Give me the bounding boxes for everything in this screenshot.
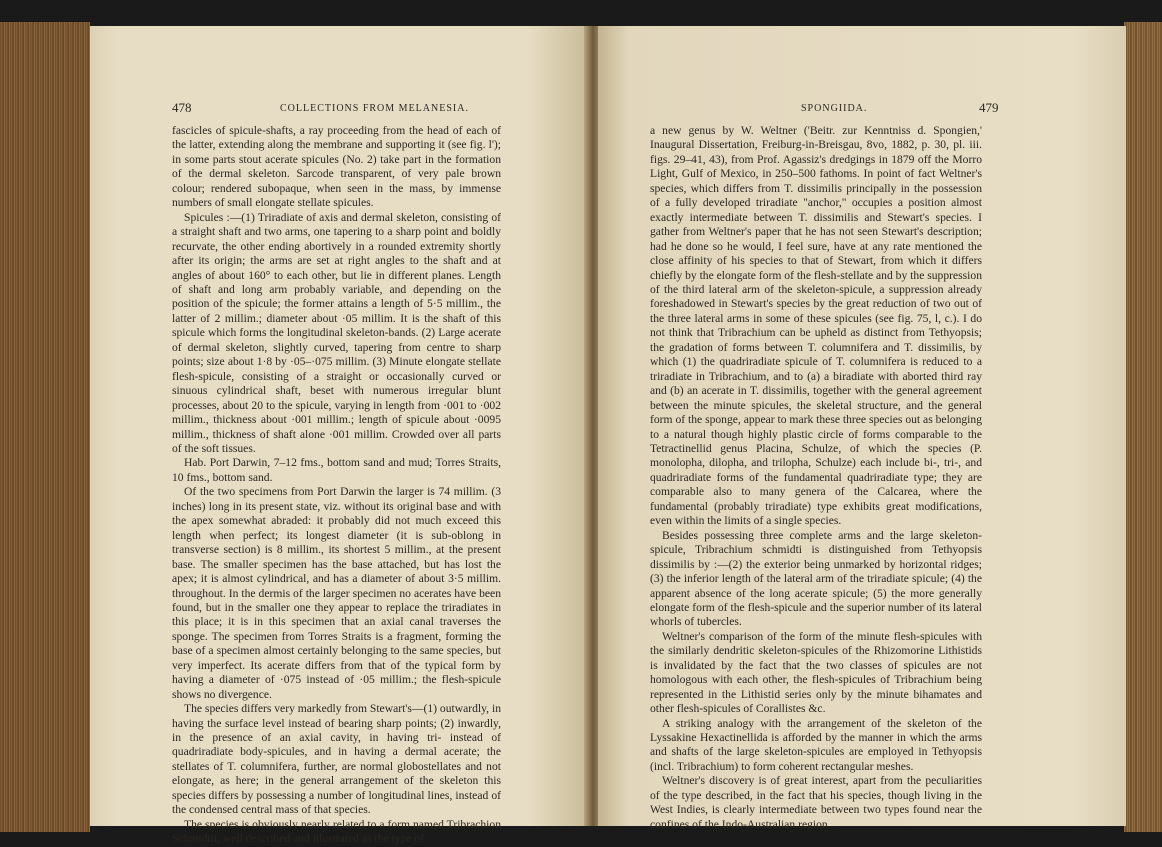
- paragraph: Of the two specimens from Port Darwin the larger is 74 millim. (3 inches) long in its present state, viz. without its original base and with the apex somewhat abraded: it probably did not much exceed this length when perfect; its longest diameter (it is sub-oblong in transverse section) is 8 millim., its shortest 5 millim., at the present base. The smaller specimen has the base attached, but has lost the apex; it is almost cylindrical, and has a diameter of about 3·5 millim. throughout. In the dermis of the larger specimen no acerates have been found, but in the smaller one they appear to replace the triradiates in this place; it is in this specimen that an axial canal traverses the sponge. The specimen from Torres Straits is a fragment, forming the base of a specimen almost certainly belonging to the same species, but very imperfect. Its acerate differs from that of the typical form by having a diameter of ·075 instead of ·05 millim.; the flesh-spicule shows no divergence.: [172, 485, 501, 701]
- page-number-right: 479: [979, 100, 999, 115]
- page-edges-left: [0, 22, 90, 832]
- paragraph: Spicules :—(1) Triradiate of axis and dermal skeleton, consisting of a straight shaft and two arms, one tapering to a sharp point and boldly recurvate, the other ending abortively in a rounded extremity shortly after its origin; the arms are set at right angles to the shaft and at angles of about 160° to each other, but lie in different planes. Length of shaft and long arm probably variable, and depending on the position of the spicule; the former attains a length of 5·5 millim., the latter of 2 millim.; diameter about ·05 millim. It is the shaft of this spicule which forms the longitudinal skeleton-bands. (2) Large acerate of dermal skeleton, slightly curved, tapering from centre to sharp points; size about 1·8 by ·05–·075 millim. (3) Minute elongate stellate flesh-spicule, consisting of a straight or occasionally curved or sinuous cylindrical shaft, beset with numerous irregular blunt processes, about 20 to the spicule, varying in length from ·001 to ·002 millim., thickness about ·001 millim.; length of spicule about ·0095 millim., thickness of shaft alone ·001 millim. Crowded over all parts of the soft tissues.: [172, 210, 501, 455]
- paragraph: Besides possessing three complete arms and the large skeleton-spicule, Tribrachium schmidti is distinguished from Tethyopsis dissimilis by :—(2) the exterior being unmarked by horizontal ridges; (3) the inferior length of the lateral arm of the triradiate spicule; (4) the apparent absence of the long acerate spicule; (5) the more generally elongate form of the flesh-spicule and the superior number of its lateral whorls of tubercles.: [650, 528, 982, 629]
- paragraph: A striking analogy with the arrangement of the skeleton of the Lyssakine Hexactinellida is afforded by the manner in which the arms and shafts of the large skeleton-spicules are employed in Tethyopsis (incl. Tribrachium) to form coherent rectangular meshes.: [650, 716, 982, 773]
- paragraph: Hab. Port Darwin, 7–12 fms., bottom sand and mud; Torres Straits, 10 fms., bottom sand.: [172, 456, 501, 484]
- paragraph: fascicles of spicule-shafts, a ray proceeding from the head of each of the latter, extending along the membrane and supporting it (see fig. l'); in some parts stout acerate spicules (No. 2) take part in the formation of the dermal skeleton. Sarcode transparent, of very pale brown colour; rendered subopaque, when seen in the mass, by immense numbers of small elongate stellate spicules.: [172, 124, 501, 210]
- right-page: [598, 26, 1126, 831]
- paragraph: The species differs very markedly from Stewart's—(1) outwardly, in having the surface level instead of bearing sharp points; (2) inwardly, in the presence of an axial cavity, in having tri- instead of quadriradiate body-spicules, and in having a dermal acerate; the stellates of T. columnifera, further, are normal globostellates and not elongate, as here; in the general arrangement of the skeleton this species differs by possessing a number of longitudinal lines, instead of the condensed central mass of that species.: [172, 702, 501, 817]
- left-page-body: [172, 124, 501, 847]
- page-number-left: 478: [172, 100, 192, 115]
- paragraph: a new genus by W. Weltner ('Beitr. zur Kenntniss d. Spongien,' Inaugural Dissertation, Freiburg-in-Breisgau, 8vo, 1882, p. 30, pl. iii. figs. 29–41, 43), from Prof. Agassiz's dredgings in 1879 off the Morro Light, Gulf of Mexico, in 250–500 fathoms. In point of fact Weltner's species, which differs from T. dissimilis principally in the possession of a fully developed triradiate "anchor," occupies a position almost exactly intermediate between T. dissimilis and Stewart's species. I gather from Weltner's paper that he has not seen Stewart's description; had he done so he would, I feel sure, have at any rate mentioned the close affinity of his species to that of Stewart, from which it differs chiefly by the elongate form of the flesh-stellate and by the suppression of the third lateral arm of the skeleton-spicule, a suppression already foreshadowed in Stewart's species by the great reduction of two out of the three lateral arms in some of these spicules (see fig. 75, l, c.). I do not think that Tribrachium can be upheld as distinct from Tethyopsis; the gradation of forms between T. columnifera and T. dissimilis, by which (1) the quadriradiate spicule of T. columnifera is reduced to a triradiate in Tribrachium, and to (a) a biradiate with aborted third ray and (b) an acerate in T. dissimilis, together with the general agreement between the minute spicules, the skeletal structure, and the general form of the sponge, appear to mark these three species out as belonging to a natural though highly plastic circle of forms comparable to the Tetractinellid genus Placina, Schulze, of which the species (P. monolopha, dilopha, and trilopha, Schulze) each include bi-, tri-, and quadriradiate forms of the fundamental quadriradiate type; they are comparable also to many genera of the Calcarea, where the fundamental (probably triradiate) type exhibits great modifications, even within the limits of a single species.: [650, 124, 982, 528]
- right-page-body: [650, 124, 982, 832]
- left-page: [90, 26, 588, 846]
- paragraph: Weltner's discovery is of great interest, apart from the peculiarities of the type described, in the fact that his species, though living in the West Indies, is clearly intermediate between two types found near the confines of the Indo-Australian region.: [650, 774, 982, 831]
- running-head-left: COLLECTIONS FROM MELANESIA.: [280, 103, 469, 114]
- paragraph: The species is obviously nearly related to a form named Tribrachion Schmidtii, well described and illustrated as the type of: [172, 817, 501, 846]
- running-head-right: SPONGIIDA.: [801, 103, 868, 114]
- page-edges-right: [1124, 22, 1162, 832]
- paragraph: Weltner's comparison of the form of the minute flesh-spicules with the similarly dendritic skeleton-spicules of the Rhizomorine Lithistids is invalidated by the fact that the two classes of spicules are not homologous with each other, the flesh-spicules of Tribrachium being represented in the Lithistid series only by the minute bihamates and other flesh-spicules of Corallistes &c.: [650, 629, 982, 716]
